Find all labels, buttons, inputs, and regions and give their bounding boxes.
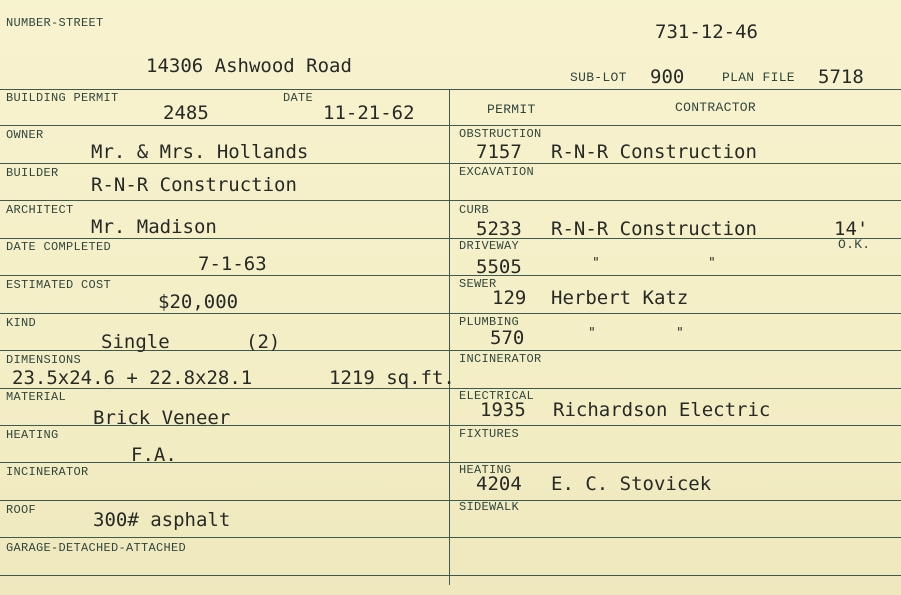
architect: Mr. Madison [91, 216, 217, 238]
plumbing-ditto-1: " [588, 326, 596, 341]
building-permit: 2485 [163, 102, 209, 124]
incinerator-permit-label: INCINERATOR [459, 352, 542, 366]
curb-note: 14' [834, 218, 869, 240]
rule [0, 163, 901, 164]
driveway-permit: 5505 [476, 256, 522, 278]
material: Brick Veneer [93, 407, 231, 429]
sidewalk-label: SIDEWALK [459, 500, 520, 514]
sub-lot-label: SUB-LOT [570, 70, 627, 85]
sewer-label: SEWER [459, 277, 497, 291]
rule [0, 200, 901, 201]
excavation-label: EXCAVATION [459, 165, 535, 179]
plumbing-label: PLUMBING [459, 315, 520, 329]
electrical-contractor: Richardson Electric [553, 399, 771, 421]
roof-label: ROOF [6, 503, 37, 517]
plan-file: 5718 [818, 66, 864, 88]
obstruction-permit: 7157 [476, 141, 522, 163]
electrical-label: ELECTRICAL [459, 389, 535, 403]
owner-label: OWNER [6, 128, 44, 142]
rule [0, 275, 901, 276]
number-street-label: NUMBER-STREET [6, 16, 104, 30]
material-label: MATERIAL [6, 390, 67, 404]
date-label: DATE [283, 91, 314, 105]
heating-permit-label: HEATING [459, 463, 512, 477]
estimated-cost: $20,000 [158, 291, 239, 313]
incinerator-label: INCINERATOR [6, 465, 89, 479]
rule-header [0, 89, 901, 90]
fixtures-label: FIXTURES [459, 427, 520, 441]
sewer-permit: 129 [492, 287, 527, 309]
architect-label: ARCHITECT [6, 203, 74, 217]
kind-count: (2) [246, 331, 281, 353]
column-divider [449, 89, 450, 585]
owner: Mr. & Mrs. Hollands [91, 141, 309, 163]
contractor-column-header: CONTRACTOR [675, 100, 757, 115]
parcel-number: 731-12-46 [655, 21, 758, 43]
curb-ok: O.K. [838, 237, 871, 252]
driveway-ditto-1: " [592, 256, 600, 271]
obstruction-label: OBSTRUCTION [459, 127, 542, 141]
heating-type: F.A. [131, 444, 177, 466]
sub-lot: 900 [650, 66, 685, 88]
heating-contractor: E. C. Stovicek [551, 473, 712, 495]
building-permit-label: BUILDING PERMIT [6, 91, 119, 105]
address: 14306 Ashwood Road [146, 55, 352, 77]
permit-column-header: PERMIT [487, 102, 536, 117]
estimated-cost-label: ESTIMATED COST [6, 278, 112, 292]
driveway-ditto-2: " [708, 256, 716, 271]
rule [0, 537, 901, 538]
rule [0, 500, 901, 501]
electrical-permit: 1935 [480, 399, 526, 421]
curb-permit: 5233 [476, 218, 522, 240]
date-completed: 7-1-63 [198, 253, 267, 275]
dimensions-label: DIMENSIONS [6, 353, 82, 367]
plan-file-label: PLAN FILE [722, 70, 795, 85]
permit-date: 11-21-62 [323, 102, 415, 124]
rule [0, 575, 901, 576]
rule [0, 125, 901, 126]
builder: R-N-R Construction [91, 174, 297, 196]
heating-permit: 4204 [476, 473, 522, 495]
driveway-label: DRIVEWAY [459, 239, 520, 253]
builder-label: BUILDER [6, 166, 59, 180]
plumbing-ditto-2: " [676, 326, 684, 341]
rule [0, 238, 901, 239]
curb-label: CURB [459, 203, 490, 217]
curb-contractor: R-N-R Construction [551, 218, 757, 240]
obstruction-contractor: R-N-R Construction [551, 141, 757, 163]
floor-area: 1219 sq.ft. [329, 367, 455, 389]
sewer-contractor: Herbert Katz [551, 287, 689, 309]
date-completed-label: DATE COMPLETED [6, 240, 112, 254]
heating-label: HEATING [6, 428, 59, 442]
plumbing-permit: 570 [490, 327, 525, 349]
rule [0, 313, 901, 314]
kind-label: KIND [6, 316, 37, 330]
kind: Single [101, 331, 170, 353]
dimensions: 23.5x24.6 + 22.8x28.1 [12, 367, 253, 389]
roof: 300# asphalt [93, 509, 231, 531]
garage-label: GARAGE-DETACHED-ATTACHED [6, 541, 187, 555]
